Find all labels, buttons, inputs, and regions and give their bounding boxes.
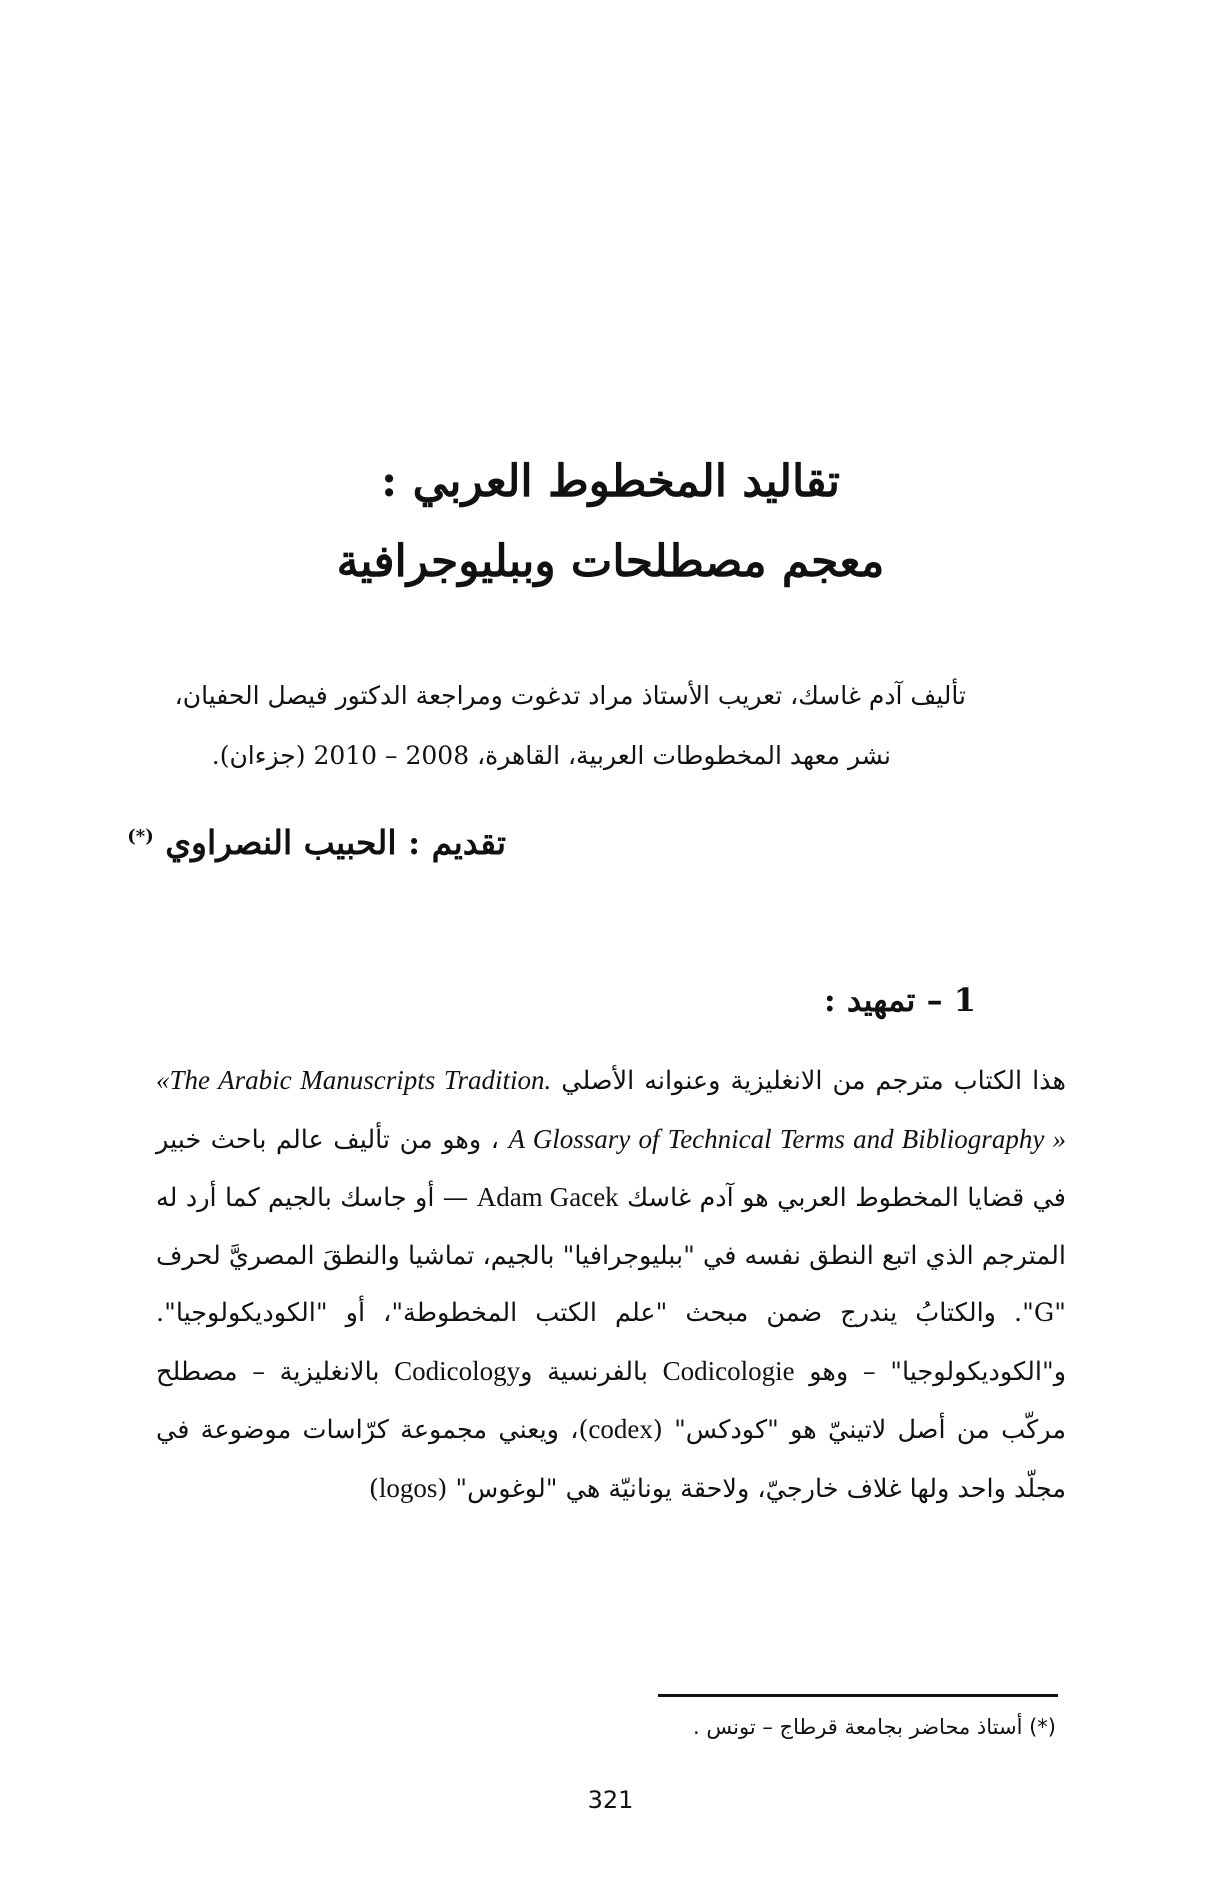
footnote-marker: (*): [127, 826, 154, 847]
term-codicology: Codicology: [394, 1355, 521, 1386]
original-english-title: «The Arabic Manuscripts Tradition. A Glossary of Technical Terms and Bibliography »: [156, 1065, 1067, 1154]
paragraph-text-6: )، ويعني مجموعة كرّاسات موضوعة في مجلّد واحد ولها غلاف خارجيّ، ولاحقة يونانيّة هي "لوغوس" (: [156, 1415, 1066, 1504]
author-latin-name: Adam Gacek: [476, 1182, 619, 1212]
section-heading: 1 – تمهيد :: [823, 981, 976, 1019]
footnote: (*) أستاذ محاضر بجامعة قرطاج – تونس .: [693, 1715, 1056, 1739]
introduction-author: تقديم : الحبيب النصراوي: [165, 823, 506, 862]
book-author-translation-line: تأليف آدم غاسك، تعريب الأستاذ مراد تدغوت ومراجعة الدكتور فيصل الحفيان،: [174, 681, 966, 710]
paragraph-text-1: هذا الكتاب مترجم من الانغليزية وعنوانه الأصلي: [551, 1066, 1066, 1096]
page-number: 321: [587, 1786, 634, 1814]
term-logos: logos: [378, 1472, 438, 1503]
footnote-separator: [658, 1694, 1058, 1697]
term-codex: codex: [588, 1414, 653, 1444]
title-line-1: تقاليد المخطوط العربي :: [381, 456, 840, 507]
title-line-2: معجم مصطلحات وببليوجرافية: [336, 536, 885, 587]
term-codicologie: Codicologie: [662, 1355, 795, 1386]
introduction-byline: [127, 814, 506, 866]
paragraph-text-2: ، وهو من تأليف عالم باحث خبير في قضايا المخطوط العربي هو آدم غاسك: [156, 1124, 1066, 1213]
paragraph-text-5: بالانغليزية – مصطلح مركّب من أصل لاتينيّ هو "كودكس" (: [156, 1356, 1066, 1445]
body-paragraph: [156, 1052, 1066, 1518]
paragraph-text-7: ): [368, 1473, 379, 1504]
paragraph-text-3: — أو جاسك بالجيم كما أرد له المترجم الذي اتبع النطق نفسه في "ببليوجرافيا" بالجيم، تماشيا والنطقَ المصريَّ لحرف "G". والكتابُ يندرج ضمن مبحث "علم الكتب المخطوطة"، أو "الكوديكولوجيا". و"الكوديكولوجيا" – وهو: [156, 1183, 1067, 1387]
book-publication-line: نشر معهد المخطوطات العربية، القاهرة، 2008 – 2010 (جزءان).: [211, 741, 891, 770]
paragraph-text-4: بالفرنسية و: [520, 1356, 663, 1387]
